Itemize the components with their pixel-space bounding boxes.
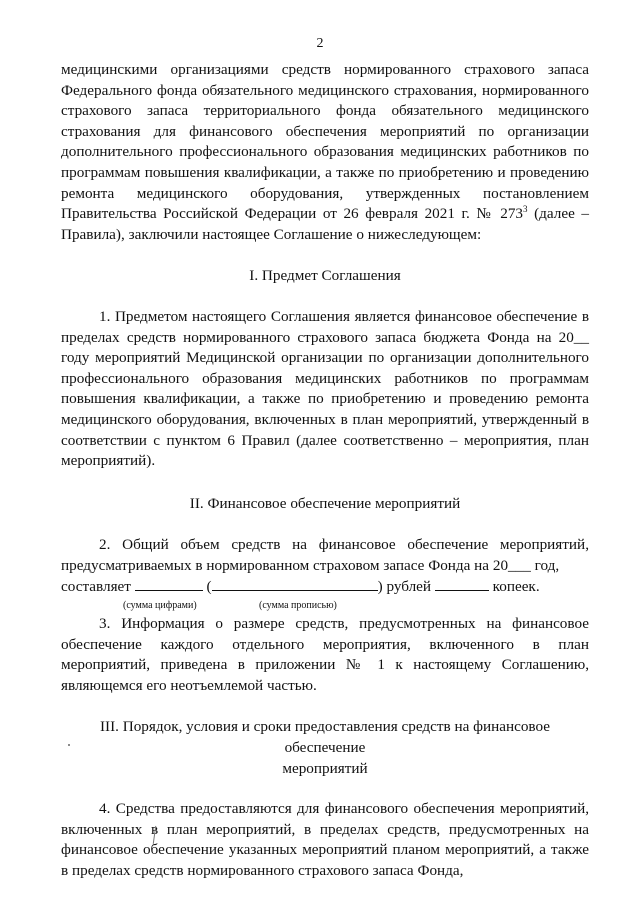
intro-paragraph [61,60,589,245]
paragraph-1: 1. Предметом настоящего Соглашения является финансовое обеспечение в пределах средств нормированного страхового запаса бюджета Фонда на 20__ году мероприятий Медицинской организации по организации дополнительного профессионального образования медицинских работников по программам повышения квалификации, а также по приобретению и проведению ремонта медицинского оборудования, включенных в план мероприятий, утвержденный в соответствии с пунктом 6 Правил (далее соответственно – мероприятия, план мероприятий). [61,307,589,470]
kopecks-blank [435,576,489,591]
section-heading-3-line1: III. Порядок, условия и сроки предоставления средств на финансовое обеспечение [99,718,551,757]
intro-text: медицинскими организациями средств нормированного страхового запаса Федерального фонда обязательного медицинского страхования, нормированного страхового запаса территориального фонда обязательного медицинского страхования для финансового обеспечения мероприятий по организации дополнительного профессионального образования медицинских работников по программам повышения квалификации, а также по приобретению и проведению ремонта медицинского оборудования, утвержденных постановлением Правительства Российской Федерации от 26 февраля 2021 г. № 273 [61,61,589,223]
amount-captions [61,598,589,614]
paren-open: ( [206,578,212,596]
paragraph-4: 4. Средства предоставляются для финансового обеспечения мероприятий, включенных в план мероприятий, в пределах средств, предусмотренных на финансовое обеспечение указанных мероприятий планом мероприятий, а также в пределах средств нормированного страхового запаса Фонда, [61,800,589,879]
section-heading-1: I. Предмет Соглашения [249,267,401,285]
footnote-ref: 3 [523,204,528,215]
caption-words: (сумма прописью) [259,600,337,612]
scan-speck [68,744,70,746]
document-body [61,60,589,882]
section-heading-3-line2: мероприятий [282,759,368,777]
section-heading-3 [61,717,589,779]
paragraph-2 [61,535,589,598]
kopecks-label: копеек. [492,578,540,596]
amount-words-blank [212,576,378,591]
intro-text-end: (далее – Правила), заключили настоящее Соглашение о нижеследующем: [61,205,589,243]
rubles-label: ) рублей [377,578,432,596]
caption-digits: (сумма цифрами) [123,600,197,612]
page-number: 2 [316,36,324,51]
section-heading-2: II. Финансовое обеспечение мероприятий [189,494,461,512]
amount-digits-blank [135,576,203,591]
paragraph-2-text: 2. Общий объем средств на финансовое обеспечение мероприятий, предусматриваемых в нормированном страховом запасе Фонда на 20___ год, [61,536,589,574]
paragraph-3: 3. Информация о размере средств, предусмотренных на финансовое обеспечение каждого отдельного мероприятия, включенного в план мероприятий, приведена в приложении № 1 к настоящему Соглашению, являющемся его неотъемлемой частью. [61,615,589,694]
amount-label: составляет [61,578,131,596]
